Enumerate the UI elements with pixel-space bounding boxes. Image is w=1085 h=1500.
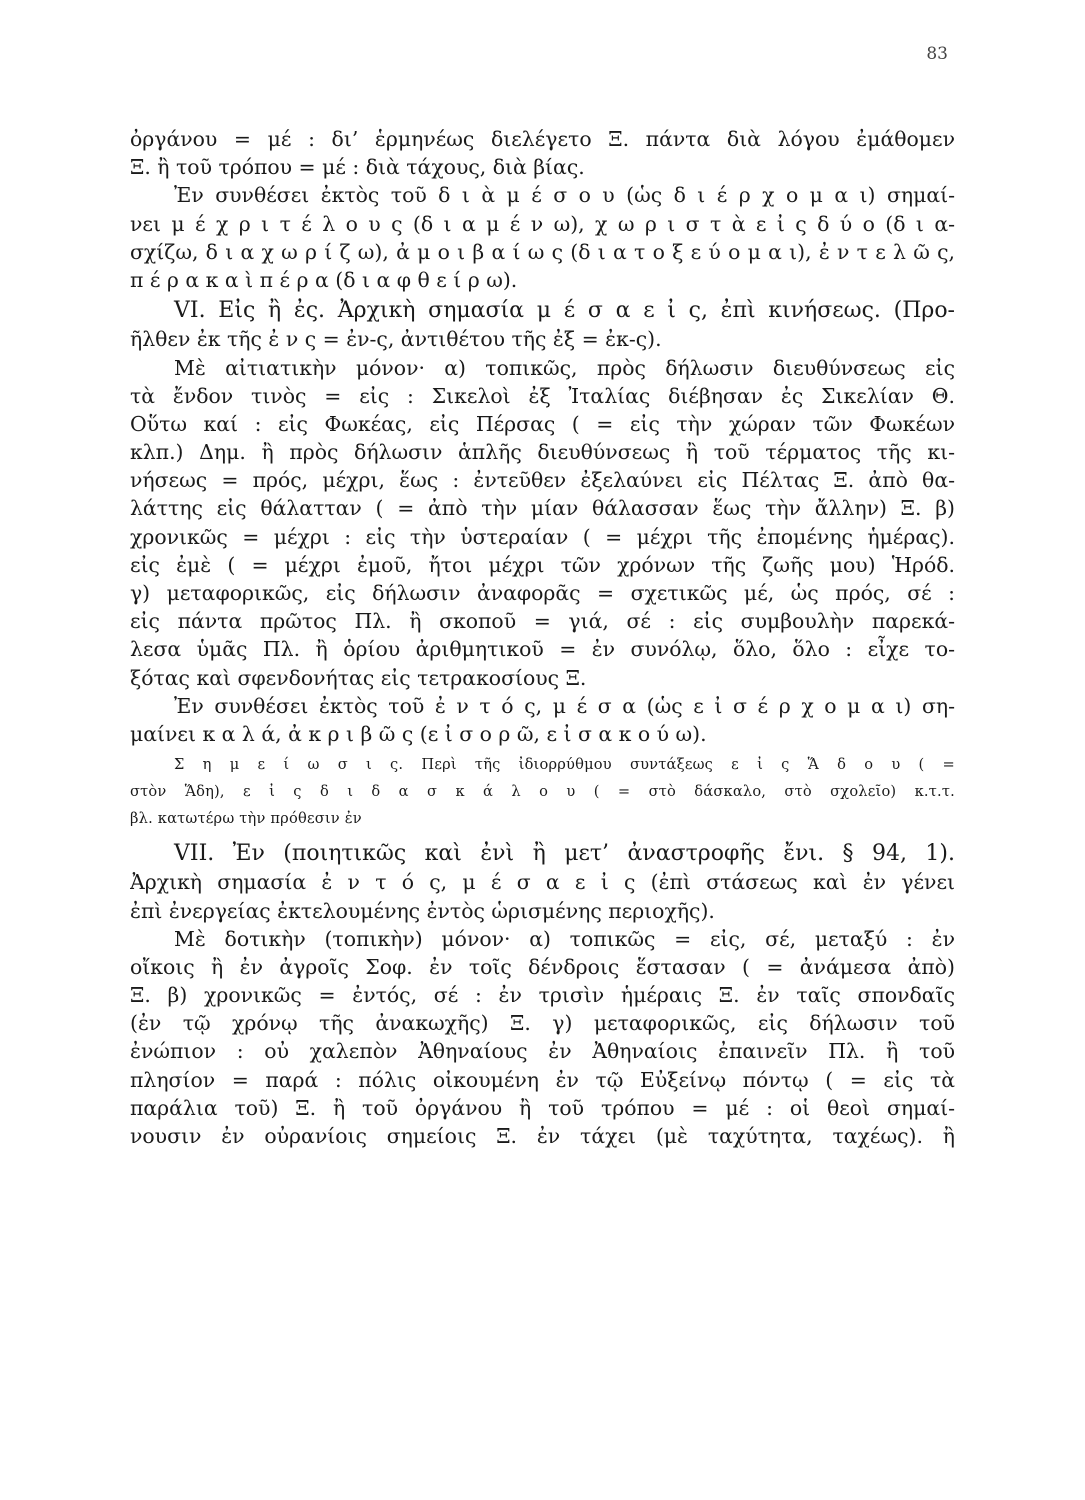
text-line: σχίζω, δ ι α χ ω ρ ί ζ ω), ἀ μ ο ι β α ί ω ς (δ ι α τ ο ξ ε ύ ο μ α ι), ἐ ν τ ε λ ῶ ς, — [130, 239, 955, 264]
text-line: τὰ ἔνδον τινὸς = εἰς : Σικελοὶ ἐξ Ἰταλίας διέβησαν ἐς Σικελίαν Θ. — [130, 383, 955, 408]
section-heading-vi: VI. Εἰς ἢ ἐς. Ἀρχικὴ σημασία μ έ σ α ε ἰ ς, ἐπὶ κινήσεως. (Προ- — [174, 298, 955, 324]
text-line: κλπ.) Δημ. ἢ πρὸς δήλωσιν ἁπλῆς διευθύνσεως ἢ τοῦ τέρματος τῆς κι- — [130, 440, 955, 465]
text-line: (ἐν τῷ χρόνῳ τῆς ἀνακωχῆς) Ξ. γ) μεταφορικῶς, εἰς δήλωσιν τοῦ — [130, 1011, 955, 1036]
text-line: ξότας καὶ σφενδονήτας εἰς τετρακοσίους Ξ. — [130, 665, 587, 690]
text-line: ἐνώπιον : οὐ χαλεπὸν Ἀθηναίους ἐν Ἀθηναίοις ἐπαινεῖν Πλ. ἢ τοῦ — [130, 1039, 955, 1064]
text-line: ὀργάνου = μέ : δι’ ἑρμηνέως διελέγετο Ξ. πάντα διὰ λόγου ἐμάθομεν — [130, 127, 955, 151]
text-line: εἰς πάντα πρῶτος Πλ. ἢ σκοποῦ = γιά, σέ : εἰς συμβουλὴν παρεκά- — [130, 609, 955, 634]
text-line: μαίνει κ α λ ά, ἀ κ ρ ι β ῶ ς (ε ἰ σ ο ρ ῶ, ε ἰ σ α κ ο ύ ω). — [130, 721, 707, 746]
main-text — [130, 125, 955, 1150]
text-line: χρονικῶς = μέχρι : εἰς τὴν ὑστεραίαν ( = μέχρι τῆς ἐπομένης ἡμέρας). — [130, 524, 955, 549]
text-line: ἐπὶ ἐνεργείας ἐκτελουμένης ἐντὸς ὡρισμένης περιοχῆς). — [130, 898, 715, 923]
text-line: γ) μεταφορικῶς, εἰς δήλωσιν ἀναφορᾶς = σχετικῶς μέ, ὡς πρός, σέ : — [130, 581, 955, 605]
text-line: εἰς ἐμὲ ( = μέχρι ἐμοῦ, ἤτοι μέχρι τῶν χρόνων τῆς ζωῆς μου) Ἡρόδ. — [130, 552, 955, 577]
text-line: οἴκοις ἢ ἐν ἀγροῖς Σοφ. ἐν τοῖς δένδροις ἕστασαν ( = ἀνάμεσα ἀπὸ) — [130, 954, 955, 979]
page-number: 83 — [926, 44, 948, 64]
text-line: παράλια τοῦ) Ξ. ἢ τοῦ ὀργάνου ἢ τοῦ τρόπου = μέ : οἱ θεοὶ σημαί- — [130, 1095, 955, 1120]
text-line: Ἀρχικὴ σημασία ἐ ν τ ό ς, μ έ σ α ε ἰ ς (ἐπὶ στάσεως καὶ ἐν γένει — [130, 870, 955, 895]
text-line: λεσα ὑμᾶς Πλ. ἢ ὁρίου ἀριθμητικοῦ = ἐν συνόλῳ, ὅλο, ὅλο : εἶχε το- — [130, 637, 955, 662]
text-line: νουσιν ἐν οὐρανίοις σημείοις Ξ. ἐν τάχει (μὲ ταχύτητα, ταχέως). ἢ — [130, 1124, 955, 1148]
text-line: Ἐν συνθέσει ἐκτὸς τοῦ δ ι ὰ μ έ σ ο υ (ὡς δ ι έ ρ χ ο μ α ι) σημαί- — [174, 183, 955, 208]
text-line: νήσεως = πρός, μέχρι, ἕως : ἐντεῦθεν ἐξελαύνει εἰς Πέλτας Ξ. ἀπὸ θα- — [130, 468, 955, 493]
text-line: νει μ έ χ ρ ι τ έ λ ο υ ς (δ ι α μ έ ν ω), χ ω ρ ι σ τ ὰ ε ἰ ς δ ύ ο (δ ι α- — [130, 211, 955, 236]
note-line: βλ. κατωτέρω τὴν πρόθεσιν ἐν — [130, 810, 362, 828]
text-line: ῆλθεν ἐκ τῆς ἐ ν ς = ἐν-ς, ἀντιθέτου τῆς ἐξ = ἐκ-ς). — [130, 327, 662, 352]
text-line: λάττης εἰς θάλατταν ( = ἀπὸ τὴν μίαν θάλασσαν ἕως τὴν ἄλλην) Ξ. β) — [130, 496, 955, 521]
section-heading-vii: VII. Ἐν (ποιητικῶς καὶ ἐνὶ ἢ μετ’ ἀναστροφῆς ἔνι. § 94, 1). — [174, 841, 955, 867]
note-line: στὸν Ἅδη), ε ἰ ς δ ι δ α σ κ ά λ ο υ ( = στὸ δάσκαλο, στὸ σχολεῖο) κ.τ.τ. — [130, 783, 955, 801]
text-line: Μὲ δοτικὴν (τοπικὴν) μόνον· α) τοπικῶς = εἰς, σέ, μεταξύ : ἐν — [174, 926, 955, 951]
text-line: Ἐν συνθέσει ἐκτὸς τοῦ ἐ ν τ ό ς, μ έ σ α (ὡς ε ἰ σ έ ρ χ ο μ α ι) ση- — [174, 693, 955, 718]
text-line: Ξ. β) χρονικῶς = ἐντός, σέ : ἐν τρισὶν ἡμέραις Ξ. ἐν ταῖς σπονδαῖς — [130, 983, 955, 1008]
text-line: Οὕτω καί : εἰς Φωκέας, εἰς Πέρσας ( = εἰς τὴν χώραν τῶν Φωκέων — [130, 411, 955, 436]
text-line: πλησίον = παρά : πόλις οἰκουμένη ἐν τῷ Εὐξείνῳ πόντῳ ( = εἰς τὰ — [130, 1067, 955, 1092]
note-line: Σ η μ ε ί ω σ ι ς. Περὶ τῆς ἰδιορρύθμου συντάξεως ε ἰ ς Ἅ δ ο υ ( = — [174, 756, 955, 774]
text-line: Ξ. ἢ τοῦ τρόπου = μέ : διὰ τάχους, διὰ βίας. — [130, 155, 585, 180]
text-line: π έ ρ α κ α ὶ π έ ρ α (δ ι α φ θ ε ί ρ ω). — [130, 267, 518, 292]
text-line: Μὲ αἰτιατικὴν μόνον· α) τοπικῶς, πρὸς δήλωσιν διευθύνσεως εἰς — [174, 355, 955, 380]
